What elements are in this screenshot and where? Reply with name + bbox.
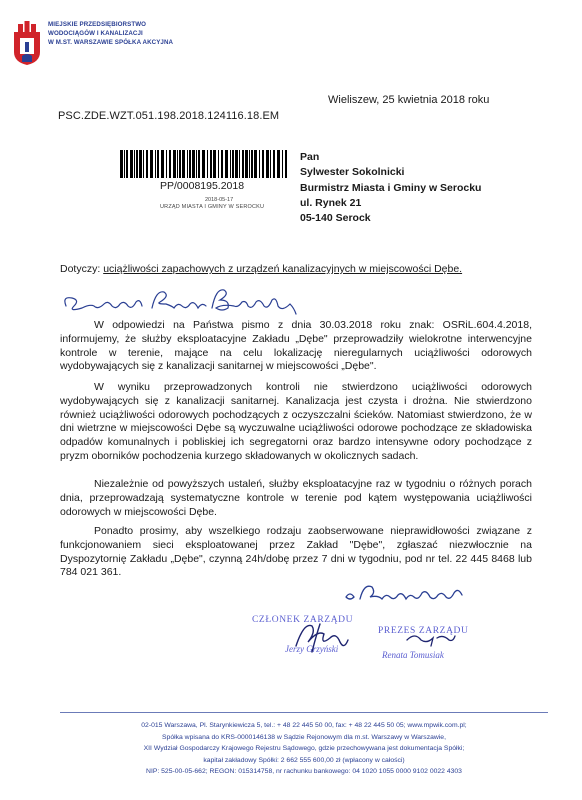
barcode-bar — [157, 150, 159, 178]
barcode-bar — [192, 150, 195, 178]
body-paragraph-text: W wyniku przeprowadzonych kontroli nie stwierdzono uciążliwości odorowych wydobywających się z kanalizacji sanitarnej. Kanalizacja jest czysta i drożna. Nie stwierdzono również uciążliwości odorowych pochodzących z oczyszczalni ścieków. Natomiast stwierdzono, że w dni wietrzne w miejscowości Dębe są wyczuwalne uciążliwości odorowe pochodzące ze składowiska odpadów komunalnych i pobliskiej ich segregatorni oraz bardzo intensywne odory pochodzące z pryzm oborników pochodzenia kurzego składowanych w okolicznych sadach. — [60, 381, 532, 462]
barcode-bar — [221, 150, 223, 178]
body-paragraph — [60, 478, 532, 519]
barcode-bar — [150, 150, 153, 178]
footer-line: NIP: 525-00-05-662; REGON: 015314758, nr rachunku bankowego: 04 1020 1055 0000 9102 0022 4303 — [146, 768, 462, 776]
mpwik-logo-icon — [12, 18, 42, 66]
place-date: Wieliszew, 25 kwietnia 2018 roku — [328, 94, 490, 106]
barcode-bar — [254, 150, 257, 178]
barcode-bar — [187, 150, 188, 178]
barcode-bar — [270, 150, 271, 178]
barcode-bar — [251, 150, 253, 178]
barcode-bar — [126, 150, 128, 178]
barcode-bar — [285, 150, 287, 178]
barcode-bar — [124, 150, 125, 178]
barcode-bar — [245, 150, 248, 178]
footer-line: 02-015 Warszawa, Pl. Starynkiewicza 5, tel.: + 48 22 445 50 00, fax: + 48 22 445 50 05; www.mpwik.com.pl; — [141, 722, 467, 729]
barcode-bar — [155, 150, 156, 178]
barcode-bar — [230, 150, 231, 178]
barcode-date: 2018-05-17 — [205, 197, 234, 203]
barcode-bar — [136, 150, 138, 178]
body-paragraph-text: Ponadto prosimy, aby wszelkiego rodzaju zaobserwowane nieprawidłowości związane z funkcjonowaniem sieci eksploatowanej przez Zakład "Dębe", zgłaszać niezwłocznie na Dyspozytornię Zakładu „Dębe", czynną 24h/dobę przez 7 dni w tygodniu, pod nr tel. 22 445 8468 lub 784 021 361. — [60, 525, 532, 579]
body-paragraph — [60, 381, 532, 464]
footer-line: kapitał zakładowy Spółki: 2 662 555 600,00 zł (wpłacony w całości) — [203, 756, 405, 764]
barcode-bar — [139, 150, 142, 178]
barcode-bar — [210, 150, 212, 178]
stamp-name-right: Renata Tomusiak — [382, 650, 444, 660]
barcode-bar — [235, 150, 238, 178]
barcode-bar — [277, 150, 280, 178]
barcode-bar — [282, 150, 283, 178]
barcode-bar — [166, 150, 167, 178]
recipient-line: ul. Rynek 21 — [300, 196, 362, 209]
barcode-number: PP/0008195.2018 — [160, 180, 245, 192]
barcode-bar — [161, 150, 164, 178]
barcode-office: URZĄD MIASTA I GMINY W SEROCKU — [160, 204, 265, 210]
barcode-bar — [273, 150, 275, 178]
signature-right — [405, 628, 457, 648]
footer-line: Spółka wpisana do KRS-0000146138 w Sądzie Rejonowym dla m.st. Warszawy w Warszawie, — [162, 733, 446, 741]
barcode-bar — [198, 150, 200, 178]
barcode-bar — [262, 150, 264, 178]
barcode-bar — [196, 150, 197, 178]
barcode-bar — [232, 150, 234, 178]
signature-left — [290, 616, 352, 656]
company-name — [48, 20, 208, 47]
barcode-bar — [266, 150, 269, 178]
barcode-bar — [242, 150, 244, 178]
subject-label: Dotyczy: — [60, 263, 101, 275]
company-name-line: MIEJSKIE PRZEDSIĘBIORSTWO — [48, 21, 147, 28]
barcode-bar — [179, 150, 181, 178]
recipient-line: 05-140 Serock — [300, 212, 371, 225]
barcode-bar — [202, 150, 205, 178]
recipient-address — [300, 150, 481, 226]
recipient-line: Sylwester Sokolnicki — [300, 166, 405, 179]
company-footer — [60, 720, 548, 778]
barcode-bar — [218, 150, 219, 178]
barcode-bar — [259, 150, 260, 178]
barcode-bar — [225, 150, 228, 178]
stamp-name-left: Jerzy Grzyński — [285, 644, 339, 654]
body-paragraph-text: W odpowiedzi na Państwa pismo z dnia 30.03.2018 roku znak: OSRiL.604.4.2018, informujemy, że służby eksploatacyjne Zakładu „Dębe" przeprowadziły wielokrotne interwencyjne kontrole w terenie, mające na celu lokalizację nieregularnych uciążliwości odorowych wydobywających się z kanalizacji sanitarnej w miejscowości „Dębe". — [60, 319, 532, 373]
stamp-title-right: PREZES ZARZĄDU — [378, 626, 469, 636]
barcode-bar — [120, 150, 123, 178]
recipient-line: Burmistrz Miasta i Gminy w Serocku — [300, 181, 482, 194]
barcode-bar — [130, 150, 133, 178]
barcode-bar — [143, 150, 144, 178]
company-name-line: W M.ST. WARSZAWIE SPÓŁKA AKCYJNA — [48, 39, 174, 46]
barcode-bar — [239, 150, 240, 178]
barcode-bar — [249, 150, 250, 178]
body-paragraph — [60, 319, 532, 374]
handwritten-regards — [342, 573, 472, 609]
barcode-bar — [177, 150, 178, 178]
footer-line: XII Wydział Gospodarczy Krajowego Rejestru Sądowego, gdzie przechowywana jest dokumentacja Spółki; — [143, 745, 465, 753]
barcode-bar — [146, 150, 148, 178]
company-name-line: WODOCIĄGÓW I KANALIZACJI — [48, 30, 143, 37]
reference-number: PSC.ZDE.WZT.051.198.2018.124116.18.EM — [58, 110, 280, 122]
body-paragraph-text: Niezależnie od powyższych ustaleń, służby eksploatacyjne raz w tygodniu o różnych porach dnia, przeprowadzają systematyczne kontrole w terenie pod kątem występowania uciążliwości odorowych w miejscowości Dębe. — [60, 478, 532, 518]
barcode-bar — [207, 150, 208, 178]
handwritten-salutation — [60, 282, 300, 322]
barcode-bar — [173, 150, 176, 178]
subject-line — [60, 263, 462, 275]
barcode-bar — [169, 150, 171, 178]
recipient-line: Pan — [300, 151, 320, 163]
barcode-bar — [182, 150, 185, 178]
barcode-bar — [189, 150, 191, 178]
barcode-bar — [213, 150, 216, 178]
barcode-image — [118, 150, 292, 178]
body-paragraph — [60, 525, 532, 580]
subject-text: uciążliwości zapachowych z urządzeń kanalizacyjnych w miejscowości Dębe. — [103, 263, 463, 275]
barcode-bar — [134, 150, 135, 178]
footer-divider — [60, 712, 548, 713]
stamp-title-left: CZŁONEK ZARZĄDU — [252, 615, 354, 625]
